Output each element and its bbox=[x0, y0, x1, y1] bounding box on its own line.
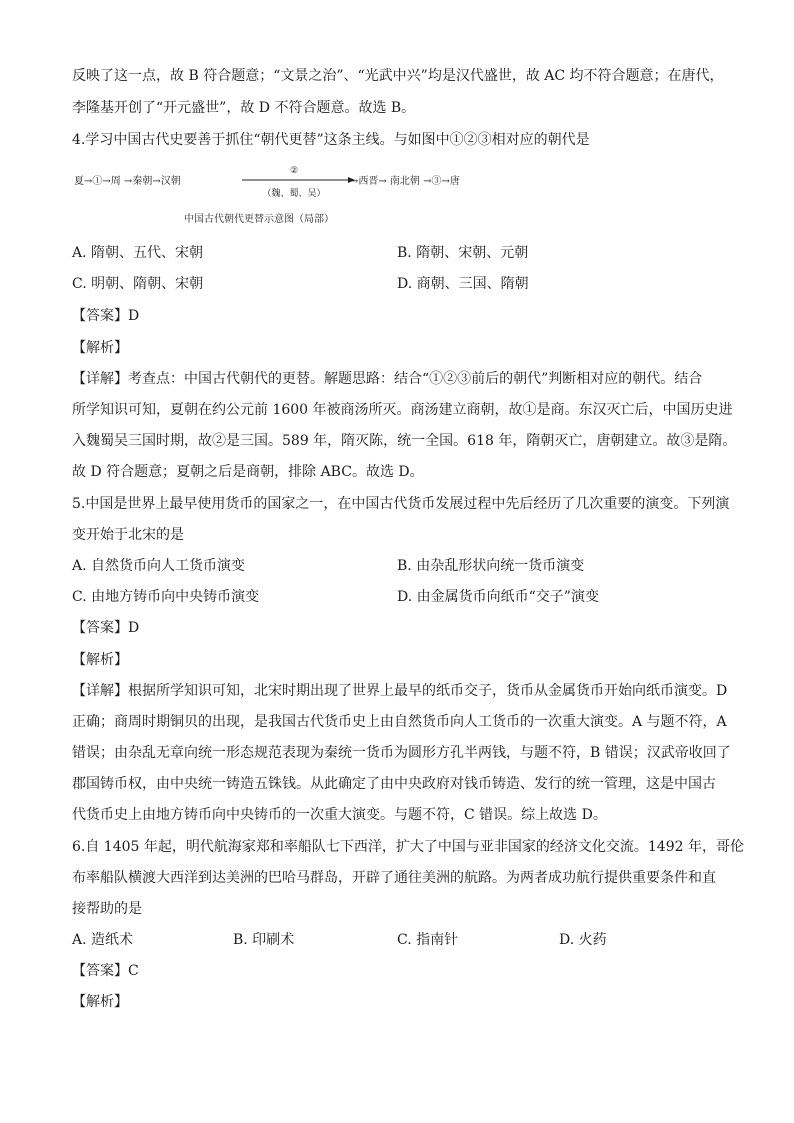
q5-answer: 【答案】D bbox=[72, 620, 140, 636]
diagram-label-2: ② bbox=[289, 166, 299, 176]
paragraph-line: 李隆基开创了“开元盛世”，故 D 不符合题意。故选 B。 bbox=[72, 100, 416, 116]
q5-option-c: C. 由地方铸币向中央铸币演变 bbox=[72, 589, 260, 605]
q6-stem-line: 6.自 1405 年起，明代航海家郑和率船队七下西洋，扩大了中国与亚非国家的经济文化交流。1492 年，哥伦 bbox=[72, 839, 744, 855]
q4-answer: 【答案】D bbox=[72, 308, 140, 324]
diagram-chain-left: 夏→①→周 →秦朝→汉朝 bbox=[74, 176, 181, 187]
q4-detail-line: 故 D 符合题意；夏朝之后是商朝，排除 ABC。故选 D。 bbox=[72, 464, 424, 480]
q6-option-a: A. 造纸术 bbox=[72, 932, 134, 948]
q5-analysis-heading: 【解析】 bbox=[72, 652, 128, 668]
q4-option-a: A. 隋朝、五代、宋朝 bbox=[72, 245, 204, 261]
q5-detail-line: 代货币史上由地方铸币向中央铸币的一次重大演变。与题不符，C 错误。综上故选 D。 bbox=[72, 807, 607, 823]
q4-detail-line: 所学知识可知，夏朝在约公元前 1600 年被商汤所灭。商汤建立商朝，故①是商。东汉灭亡后，中国历史进 bbox=[72, 402, 733, 418]
q5-detail-line: 郡国铸币权，由中央统一铸造五铢钱。从此确定了由中央政府对钱币铸造、发行的统一管理，这是中国古 bbox=[72, 776, 716, 792]
q6-stem-line: 布率船队横渡大西洋到达美洲的巴哈马群岛，开辟了通往美洲的航路。为两者成功航行提供重要条件和直 bbox=[72, 870, 716, 886]
question-4-stem: 4.学习中国古代史要善于抓住“朝代更替”这条主线。与如图中①②③相对应的朝代是 bbox=[72, 132, 590, 148]
dynasty-succession-diagram bbox=[72, 160, 460, 230]
q4-option-c: C. 明朝、隋朝、宋朝 bbox=[72, 276, 204, 292]
q5-option-d: D. 由金属货币向纸币“交子”演变 bbox=[397, 589, 599, 605]
diagram-caption: 中国古代朝代更替示意图（局部） bbox=[184, 214, 334, 225]
q5-detail-line: 正确；商周时期铜贝的出现，是我国古代货币史上由自然货币向人工货币的一次重大演变。A 与题不符，A bbox=[72, 714, 727, 730]
q4-analysis-heading: 【解析】 bbox=[72, 340, 128, 356]
q4-detail-line: 入魏蜀吴三国时期，故②是三国。589 年，隋灭陈，统一全国。618 年，隋朝灭亡，唐朝建立。故③是隋。 bbox=[72, 433, 737, 449]
q6-option-d: D. 火药 bbox=[559, 932, 607, 948]
q5-stem-line: 5.中国是世界上最早使用货币的国家之一，在中国古代货币发展过程中先后经历了几次重要的演变。下列演 bbox=[72, 496, 730, 512]
q5-detail-line: 错误；由杂乱无章向统一形态规范表现为秦统一货币为圆形方孔半两钱，与题不符，B 错误；汉武帝收回了 bbox=[72, 745, 731, 761]
q6-option-c: C. 指南针 bbox=[397, 932, 459, 948]
q5-option-b: B. 由杂乱形状向统一货币演变 bbox=[397, 558, 585, 574]
q4-option-b: B. 隋朝、宋朝、元朝 bbox=[397, 245, 529, 261]
q6-answer: 【答案】C bbox=[72, 963, 139, 979]
q5-stem-line: 变开始于北宋的是 bbox=[72, 527, 184, 543]
diagram-label-three-kingdoms: （魏、蜀、吴） bbox=[262, 189, 326, 199]
q4-option-d: D. 商朝、三国、隋朝 bbox=[397, 276, 529, 292]
q6-analysis-heading: 【解析】 bbox=[72, 994, 128, 1010]
paragraph-line: 反映了这一点，故 B 符合题意；“文景之治”、“光武中兴”均是汉代盛世，故 AC 均不符合题意；在唐代， bbox=[72, 68, 724, 84]
q4-detail-line: 【详解】考查点：中国古代朝代的更替。解题思路：结合“①②③前后的朝代”判断相对应的朝代。结合 bbox=[72, 371, 703, 387]
q6-option-b: B. 印刷术 bbox=[233, 932, 295, 948]
diagram-chain-right: →西晋→ 南北朝 →③→唐 bbox=[350, 176, 460, 187]
q6-stem-line: 接帮助的是 bbox=[72, 901, 142, 917]
q5-option-a: A. 自然货币向人工货币演变 bbox=[72, 558, 246, 574]
q5-detail-line: 【详解】根据所学知识可知，北宋时期出现了世界上最早的纸币交子，货币从金属货币开始向纸币演变。D bbox=[72, 683, 728, 699]
